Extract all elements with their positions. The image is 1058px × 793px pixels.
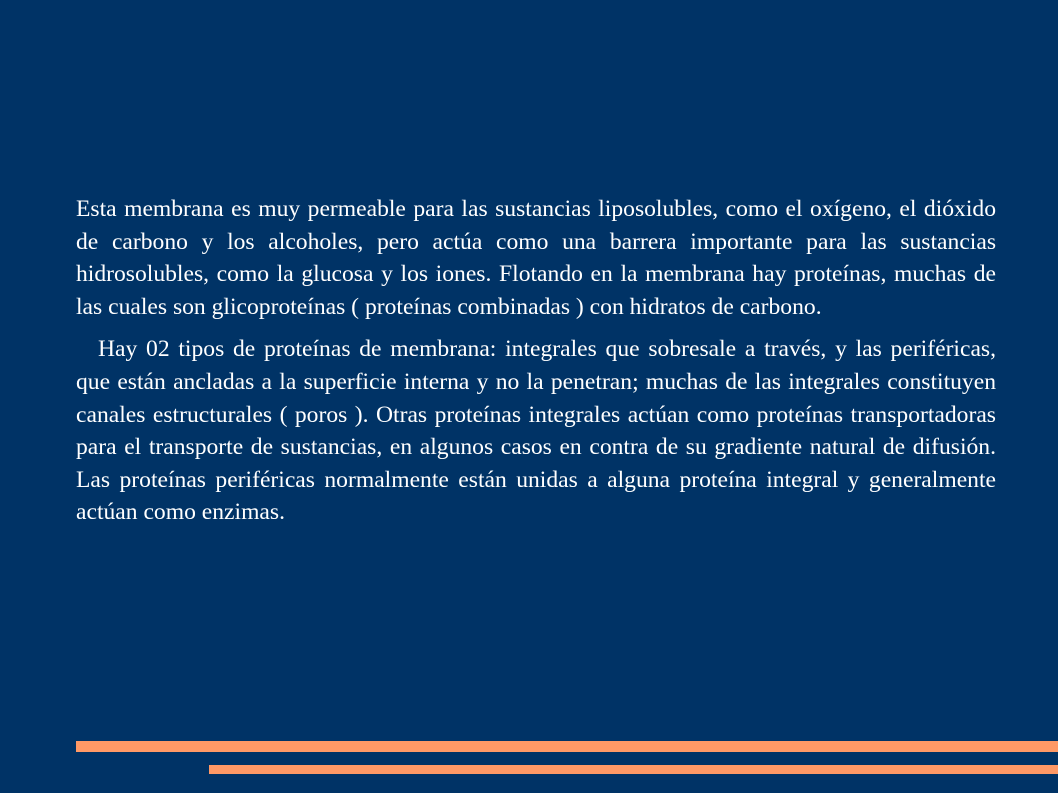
decorative-bar-bottom	[209, 765, 1058, 774]
paragraph-membrane-permeability: Esta membrana es muy permeable para las sustancias liposolubles, como el oxígeno, el dióxido de carbono y los alcoholes, pero actúa como una barrera importante para las sustancias hidrosolubles, como la glucosa y los iones. Flotando en la membrana hay proteínas, muchas de las cuales son glicoproteínas ( proteínas combinadas ) con hidratos de carbono.	[76, 196, 996, 320]
slide-body-text	[76, 193, 996, 529]
decorative-bar-top	[76, 741, 1058, 752]
paragraph-membrane-proteins: Hay 02 tipos de proteínas de membrana: integrales que sobresale a través, y las periféricas, que están ancladas a la superficie interna y no la penetran; muchas de las integrales constituyen canales estructurales ( poros ). Otras proteínas integrales actúan como proteínas transportadoras para el transporte de sustancias, en algunos casos en contra de su gradiente natural de difusión. Las proteínas periféricas normalmente están unidas a alguna proteína integral y generalmente actúan como enzimas.	[76, 336, 996, 526]
